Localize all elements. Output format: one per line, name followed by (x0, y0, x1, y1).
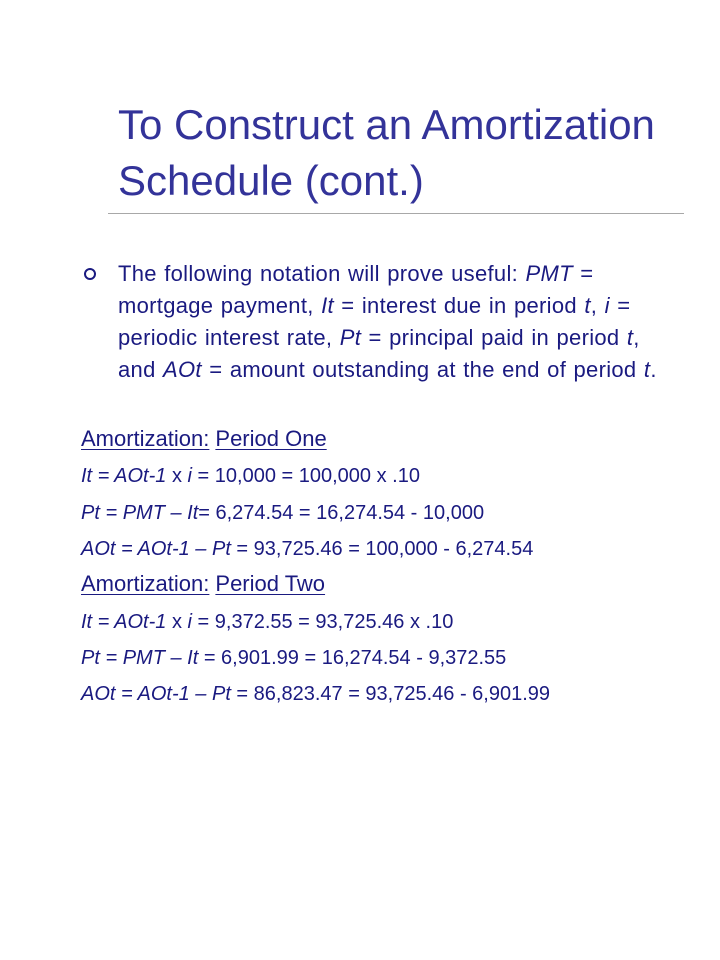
heading-period: Period One (215, 426, 327, 451)
period-one-principal-line (81, 499, 484, 527)
formula-values: = 93,725.46 = 100,000 - 6,274.54 (230, 538, 534, 560)
formula-values: = 6,274.54 = 16,274.54 - 10,000 (198, 502, 485, 524)
slide-title: To Construct an Amortization Schedule (cont.) (118, 101, 655, 204)
symbol-it: It (321, 293, 334, 318)
period-two-heading (81, 570, 325, 598)
heading-period: Period Two (215, 571, 326, 596)
notation-text-part: , (590, 293, 605, 318)
formula-rate: i (187, 611, 192, 633)
period-one-interest-line (81, 462, 420, 490)
period-one-heading (81, 425, 327, 453)
formula-values: = 6,901.99 = 16,274.54 - 9,372.55 (198, 647, 507, 669)
symbol-t: t (584, 293, 591, 318)
hollow-circle-bullet-icon (84, 268, 96, 280)
period-two-interest-line (81, 608, 453, 636)
formula-rate: i (187, 465, 192, 487)
period-two-principal-line (81, 644, 506, 672)
symbol-t: t (626, 325, 634, 350)
symbol-pmt: PMT (525, 261, 573, 286)
symbol-i: i (604, 293, 610, 318)
notation-bullet (84, 258, 684, 386)
symbol-pt: Pt (339, 325, 362, 350)
notation-text-part: = interest due in period (333, 293, 585, 318)
formula-lhs: It = AOt-1 (81, 611, 167, 633)
heading-prefix: Amortization: (81, 426, 210, 451)
notation-text-part: . (650, 357, 657, 382)
notation-text-part: = mortgage payment, (118, 261, 594, 318)
formula-values: = 86,823.47 = 93,725.46 - 6,901.99 (230, 683, 551, 705)
formula-lhs: AOt = AOt-1 – Pt (81, 683, 231, 705)
formula-lhs: Pt = PMT – It (81, 647, 199, 669)
formula-values: = 9,372.55 = 93,725.46 x .10 (191, 611, 454, 633)
formula-times: x (166, 465, 188, 487)
notation-text-part: = amount outstanding at the end of period (201, 357, 644, 382)
notation-text-part: The following notation will prove useful: (118, 261, 526, 286)
symbol-t: t (643, 357, 651, 382)
symbol-aot: AOt (163, 357, 202, 382)
notation-text-part: = principal paid in period (361, 325, 627, 350)
formula-values: = 10,000 = 100,000 x .10 (191, 465, 420, 487)
title-divider (108, 213, 684, 214)
notation-text-part: = periodic interest rate, (118, 293, 631, 350)
notation-text-part: , and (118, 325, 640, 382)
formula-lhs: AOt = AOt-1 – Pt (81, 538, 231, 560)
heading-prefix: Amortization: (81, 571, 210, 596)
formula-times: x (166, 611, 188, 633)
formula-lhs: Pt = PMT – It (81, 502, 199, 524)
period-two-outstanding-line (81, 680, 550, 708)
period-one-outstanding-line (81, 535, 533, 563)
formula-lhs: It = AOt-1 (81, 465, 167, 487)
notation-text (118, 258, 684, 386)
